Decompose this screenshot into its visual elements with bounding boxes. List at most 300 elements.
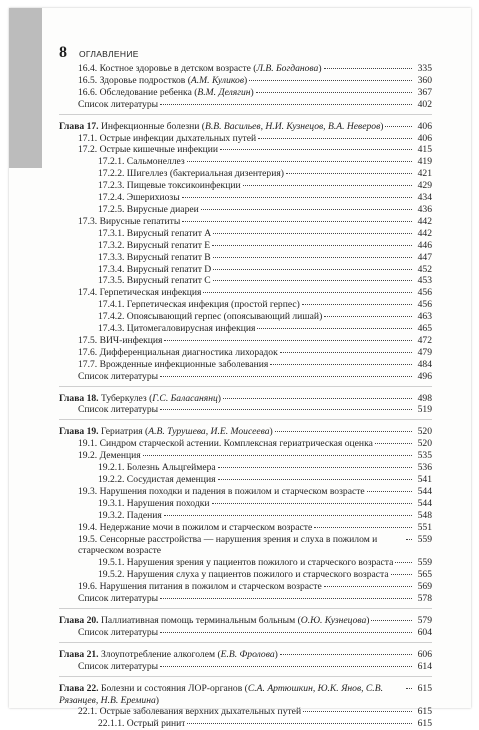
section-title: Сосудистая деменция	[126, 474, 216, 485]
toc-entry-title	[98, 204, 199, 216]
page-ref: 569	[417, 581, 432, 593]
leader-dots	[256, 92, 412, 93]
page-ref: 578	[417, 593, 432, 605]
author-names: Л.В. Богданова	[256, 63, 319, 74]
leader-dots	[302, 304, 412, 305]
section-title: Костное здоровье в детском возрасте	[99, 63, 251, 74]
section-title: Нарушения походки	[126, 497, 210, 509]
toc-entry[interactable]	[59, 627, 432, 639]
page-ref: 579	[417, 614, 432, 626]
toc-entry[interactable]	[59, 63, 432, 75]
leader-dots	[303, 711, 412, 712]
section-title: Нарушения зрения у пациентов пожилого и старческого возраста	[126, 557, 394, 569]
section-title: Нарушения походки и падения в пожилом и старческом возрасте	[99, 485, 365, 497]
page-ref: 519	[417, 404, 432, 416]
section-number: 17.1.	[78, 132, 98, 144]
toc-entry[interactable]	[59, 204, 432, 216]
section-number: 17.6.	[78, 346, 98, 358]
page-ref: 565	[417, 569, 432, 581]
section-title: Нарушения питания в пожилом и старческом возрасте	[99, 581, 322, 593]
section-title: Список литературы	[78, 404, 159, 416]
leader-dots	[164, 515, 412, 516]
section-number: 17.3.5.	[98, 275, 125, 287]
toc-entry[interactable]	[59, 438, 432, 450]
section-number: 17.2.3.	[98, 180, 125, 192]
chapter-label: Глава 21.	[59, 648, 99, 660]
page-ref: 541	[417, 474, 432, 485]
page-ref: 548	[417, 509, 432, 521]
page-ref: 559	[417, 533, 432, 545]
section-number: 19.1.	[78, 438, 98, 450]
page-ref: 536	[417, 462, 432, 474]
leader-dots	[213, 269, 412, 270]
section-number: 17.7.	[78, 358, 98, 370]
toc-entry[interactable]	[59, 275, 432, 287]
toc-entry[interactable]	[59, 706, 432, 718]
page-ref: 615	[417, 706, 432, 718]
leader-dots	[243, 185, 412, 186]
section-title: Острый ринит	[126, 718, 186, 730]
page-ref: 498	[417, 392, 432, 404]
toc-entry[interactable]	[59, 486, 432, 498]
page-ref: 415	[417, 144, 432, 156]
section-title: Болезнь Альцгеймера	[126, 462, 216, 474]
page-ref: 419	[417, 156, 432, 168]
author-names: В.М. Делягин	[197, 86, 251, 98]
section-number: 16.4.	[78, 63, 98, 74]
section-number: 17.3.2.	[98, 239, 125, 251]
leader-dots	[213, 257, 412, 258]
toc-entry[interactable]	[59, 168, 432, 180]
page-ref: 606	[417, 648, 432, 660]
section-number: 19.4.	[78, 521, 98, 533]
leader-dots	[160, 376, 412, 377]
toc-entry[interactable]	[59, 557, 432, 569]
section-title: Вирусный гепатит A	[126, 227, 212, 239]
toc-entry-title: Глава 20. Паллиативная помощь терминальным больным (О.Ю. Кузнецова)	[59, 614, 370, 626]
section-title: Острые заболевания верхних дыхательных путей	[99, 706, 302, 718]
leader-dots	[218, 467, 412, 468]
section-title: Список литературы	[78, 626, 159, 638]
section-title: Герпетическая инфекция (простой герпес)	[126, 299, 300, 311]
section-title: Вирусный гепатит B	[126, 251, 211, 263]
section-number: 16.5.	[78, 74, 98, 86]
toc-entry-title	[78, 627, 158, 639]
toc-entry[interactable]	[59, 718, 432, 730]
page-ref: 406	[417, 132, 432, 144]
toc-entry[interactable]	[59, 462, 432, 474]
toc-entry-title	[78, 335, 162, 347]
leader-dots	[218, 479, 413, 480]
toc-entry[interactable]	[59, 252, 432, 264]
section-title: Злоупотребление алкоголем	[100, 648, 216, 660]
toc-entry-title	[98, 252, 211, 264]
leader-dots	[391, 574, 412, 575]
toc-entry-title	[98, 498, 210, 510]
toc-entry[interactable]	[59, 323, 432, 335]
toc-entry[interactable]	[59, 661, 432, 673]
leader-dots	[212, 503, 413, 504]
page-ref: 442	[417, 215, 432, 227]
section-number: 19.2.2.	[98, 474, 125, 485]
section-number: 19.3.2.	[98, 509, 125, 521]
toc-entry[interactable]	[59, 99, 432, 111]
page-ref: 335	[417, 63, 432, 74]
section-number: 16.6.	[78, 86, 98, 98]
leader-dots	[160, 409, 412, 410]
section-number: 17.2.2.	[98, 168, 125, 180]
running-head: ОГЛАВЛЕНИЕ	[79, 49, 139, 59]
section-number: 17.3.4.	[98, 263, 125, 275]
page-ref: 520	[417, 438, 432, 450]
leader-dots	[160, 632, 412, 633]
section-title: Деменция	[99, 450, 141, 462]
toc-entry-title	[78, 371, 158, 383]
toc-entry[interactable]	[59, 228, 432, 240]
section-number: 19.3.	[78, 485, 98, 497]
toc-entry-title	[78, 144, 218, 156]
section-title: Вирусный гепатит D	[126, 263, 212, 275]
toc-entry-title: 16.6. Обследование ребенка (В.М. Делягин)	[78, 86, 254, 98]
toc-entry-title	[78, 438, 373, 450]
author-names: А.М. Куликов	[190, 74, 244, 86]
toc-entry-title: Глава 18. Туберкулез (Г.С. Баласанянц)	[59, 392, 221, 404]
toc-entry-title	[78, 534, 404, 558]
toc-entry[interactable]	[59, 75, 432, 87]
leader-dots	[182, 221, 412, 222]
toc-entry-title: 16.5. Здоровье подростков (А.М. Куликов)	[78, 74, 248, 86]
table-of-contents	[59, 63, 432, 730]
toc-entry-title	[98, 192, 180, 204]
toc-chapter-entry[interactable]	[59, 615, 432, 627]
page-ref: 551	[417, 521, 432, 533]
toc-entry[interactable]	[59, 335, 432, 347]
section-title: Падения	[126, 509, 162, 521]
toc-entry-title	[78, 450, 141, 462]
toc-entry-title	[98, 168, 284, 180]
section-number: 17.2.	[78, 144, 98, 156]
toc-chapter-entry[interactable]	[59, 683, 432, 707]
leader-dots	[385, 126, 412, 127]
author-names: Г.С. Баласанянц	[152, 392, 218, 404]
toc-entry[interactable]	[59, 144, 432, 156]
section-title: Паллиативная помощь терминальным больным	[100, 614, 296, 626]
leader-dots	[160, 598, 412, 599]
toc-entry-title: Глава 19. Гериатрия (А.В. Турушева, И.Е. Моисеева)	[59, 426, 273, 438]
toc-entry-title	[98, 275, 211, 287]
toc-entry[interactable]	[59, 311, 432, 323]
section-number: 19.5.	[78, 533, 98, 545]
page-ref: 367	[417, 86, 432, 98]
toc-entry-title	[78, 216, 180, 228]
section-title: Вирусный гепатит C	[126, 275, 211, 287]
section-number: 17.3.1.	[98, 227, 125, 239]
section-number: 19.5.2.	[98, 569, 125, 581]
page-ref: 434	[417, 192, 432, 204]
toc-entry[interactable]	[59, 510, 432, 522]
leader-dots	[375, 443, 412, 444]
toc-entry-title: 16.4. Костное здоровье в детском возрасте (Л.В. Богданова)	[78, 63, 322, 74]
toc-entry[interactable]	[59, 371, 432, 383]
section-number: 19.5.1.	[98, 557, 125, 569]
section-number: 22.1.1.	[98, 718, 125, 730]
toc-entry[interactable]	[59, 522, 432, 534]
leader-dots	[258, 138, 412, 139]
section-title: ВИЧ-инфекция	[99, 334, 163, 346]
page-ref: 402	[417, 98, 432, 110]
section-title: Список литературы	[78, 98, 159, 110]
section-title: Цитомегаловирусная инфекция	[126, 323, 256, 335]
author-names: Е.В. Фролова	[220, 648, 275, 660]
toc-entry-title: Глава 22. Болезни и состояния ЛОР-органов (С.А. Артюшкин, Ю.К. Янов, С.В. Рязанцев, Н.В. Еремина)	[59, 682, 383, 706]
toc-entry-title	[98, 228, 211, 240]
section-title: Острые инфекции дыхательных путей	[99, 132, 257, 144]
section-number: 17.4.3.	[98, 323, 125, 335]
leader-dots	[201, 209, 412, 210]
page-ref: 479	[417, 346, 432, 358]
toc-entry-title	[78, 593, 158, 605]
section-number: 22.1.	[78, 706, 98, 718]
leader-dots	[395, 562, 412, 563]
leader-dots	[286, 173, 412, 174]
leader-dots	[143, 455, 412, 456]
toc-entry-title	[98, 240, 210, 252]
toc-entry-title	[98, 156, 185, 168]
section-title: Пищевые токсикоинфекции	[126, 180, 241, 192]
leader-dots	[406, 539, 412, 540]
page-ref: 456	[417, 287, 432, 299]
toc-entry[interactable]	[59, 359, 432, 371]
page-ref: 472	[417, 334, 432, 346]
section-title: Болезни и состояния ЛОР-органов	[100, 682, 243, 694]
toc-entry-title	[98, 180, 241, 192]
leader-dots	[212, 245, 412, 246]
chapter-label: Глава 18.	[59, 392, 99, 404]
toc-entry-title	[98, 311, 322, 323]
toc-entry-title	[98, 569, 389, 581]
toc-chapter-entry[interactable]	[59, 426, 432, 438]
leader-dots	[220, 149, 412, 150]
leader-dots	[160, 104, 412, 105]
leader-dots	[164, 340, 412, 341]
page-ref: 436	[417, 203, 432, 215]
section-number: 17.2.1.	[98, 156, 125, 168]
page-ref: 442	[417, 227, 432, 239]
page-ref: 614	[417, 660, 432, 672]
section-number: 17.2.5.	[98, 203, 125, 215]
leader-dots	[182, 197, 412, 198]
toc-entry[interactable]	[59, 240, 432, 252]
toc-entry-title	[78, 661, 158, 673]
toc-entry[interactable]	[59, 264, 432, 276]
toc-chapter-entry[interactable]	[59, 121, 432, 133]
toc-entry[interactable]	[59, 87, 432, 99]
toc-entry-title	[98, 299, 300, 311]
page-ref: 447	[417, 251, 432, 263]
toc-entry-title	[98, 323, 255, 335]
section-title: Инфекционные болезни	[100, 120, 200, 132]
page-ref: 615	[417, 718, 432, 730]
toc-entry[interactable]	[59, 216, 432, 228]
section-title: Обследование ребенка	[99, 86, 192, 98]
section-title: Недержание мочи в пожилом и старческом возрасте	[99, 521, 313, 533]
toc-entry-title	[78, 99, 158, 111]
toc-entry-title	[78, 287, 201, 299]
chapter-divider	[59, 608, 432, 609]
toc-entry[interactable]	[59, 299, 432, 311]
page-ref: 520	[417, 426, 432, 438]
leader-dots	[187, 161, 412, 162]
toc-entry[interactable]	[59, 581, 432, 593]
section-number: 17.3.	[78, 215, 98, 227]
section-title: Синдром старческой астении. Комплексная гериатрическая оценка	[99, 438, 373, 450]
toc-entry[interactable]	[59, 133, 432, 145]
toc-chapter-entry[interactable]	[59, 649, 432, 661]
chapter-label: Глава 22.	[59, 682, 99, 694]
page-ref: 429	[417, 180, 432, 192]
section-title: Вирусные диареи	[126, 203, 199, 215]
page-ref: 463	[417, 311, 432, 323]
author-names: А.В. Турушева, И.Е. Моисеева	[148, 426, 270, 438]
toc-entry-title	[78, 486, 365, 498]
page-ref: 465	[417, 323, 432, 335]
section-number: 17.3.3.	[98, 251, 125, 263]
chapter-divider	[59, 419, 432, 420]
toc-entry[interactable]	[59, 534, 432, 558]
section-number: 17.4.1.	[98, 299, 125, 311]
leader-dots	[275, 431, 412, 432]
page-ref: 453	[417, 275, 432, 287]
section-number: 17.5.	[78, 334, 98, 346]
section-title: Здоровье подростков	[99, 74, 186, 86]
leader-dots	[213, 280, 412, 281]
toc-entry-title	[78, 359, 268, 371]
leader-dots	[257, 328, 412, 329]
page-ref: 484	[417, 358, 432, 370]
leader-dots	[160, 666, 412, 667]
section-number: 17.4.2.	[98, 311, 125, 323]
section-title: Врожденные инфекционные заболевания	[99, 358, 269, 370]
leader-dots	[187, 723, 412, 724]
page-ref: 452	[417, 263, 432, 275]
leader-dots	[270, 364, 412, 365]
toc-entry-title	[98, 462, 216, 474]
leader-dots	[280, 352, 412, 353]
author-names: В.В. Васильев, Н.И. Кузнецов, В.А. Неверов	[204, 120, 381, 132]
section-number: 19.3.1.	[98, 497, 125, 509]
toc-entry[interactable]	[59, 498, 432, 510]
leader-dots	[324, 316, 412, 317]
toc-entry-title	[98, 264, 211, 276]
leader-dots	[203, 292, 412, 293]
toc-entry[interactable]	[59, 593, 432, 605]
leader-dots	[371, 620, 412, 621]
section-title: Туберкулез	[100, 392, 147, 404]
chapter-label: Глава 17.	[59, 120, 99, 132]
page-ref: 456	[417, 299, 432, 311]
toc-entry[interactable]	[59, 347, 432, 359]
leader-dots	[367, 491, 412, 492]
chapter-divider	[59, 114, 432, 115]
toc-entry[interactable]	[59, 569, 432, 581]
toc-entry[interactable]	[59, 450, 432, 462]
page-ref: 496	[417, 370, 432, 382]
page-ref: 604	[417, 626, 432, 638]
leader-dots	[213, 233, 412, 234]
section-title: Эшерихиозы	[126, 192, 180, 204]
page-ref: 615	[417, 682, 432, 694]
page-ref: 446	[417, 239, 432, 251]
section-number: 17.4.	[78, 287, 98, 299]
leader-dots	[280, 654, 412, 655]
section-title: Острые кишечные инфекции	[99, 144, 219, 156]
section-title: Опоясывающий герпес (опоясывающий лишай)	[126, 311, 323, 323]
section-title: Нарушения слуха у пациентов пожилого и старческого возраста	[126, 569, 389, 581]
section-title: Гериатрия	[100, 426, 143, 438]
leader-dots	[223, 398, 412, 399]
leader-dots	[249, 80, 412, 81]
page-ref: 406	[417, 120, 432, 132]
section-title: Шигеллез (бактериальная дизентерия)	[126, 168, 284, 180]
page-number: 8	[59, 44, 67, 61]
chapter-divider	[59, 676, 432, 677]
section-title: Список литературы	[78, 660, 159, 672]
toc-entry-title	[98, 474, 216, 486]
chapter-label: Глава 19.	[59, 426, 99, 438]
toc-entry-title	[98, 510, 162, 522]
section-title: Герпетическая инфекция	[99, 287, 202, 299]
section-title: Вирусные гепатиты	[99, 215, 181, 227]
section-number: 17.2.4.	[98, 192, 125, 204]
section-number: 19.2.1.	[98, 462, 125, 474]
page-ref: 559	[417, 557, 432, 569]
toc-entry[interactable]	[59, 156, 432, 168]
toc-entry-title	[78, 133, 256, 145]
toc-entry[interactable]	[59, 180, 432, 192]
page-ref: 544	[417, 497, 432, 509]
page-ref: 421	[417, 168, 432, 180]
toc-entry[interactable]	[59, 192, 432, 204]
section-title: Вирусный гепатит E	[126, 239, 211, 251]
author-names: С.А. Артюшкин, Ю.К. Янов, С.В. Рязанцев, Н.В. Еремина	[59, 682, 383, 706]
author-names: О.Ю. Кузнецова	[300, 614, 367, 626]
toc-entry[interactable]	[59, 474, 432, 486]
leader-dots	[406, 688, 412, 689]
page-ref: 544	[417, 485, 432, 497]
toc-entry-title	[78, 581, 322, 593]
section-title: Список литературы	[78, 370, 159, 382]
toc-entry[interactable]	[59, 287, 432, 299]
leader-dots	[324, 68, 412, 69]
chapter-divider	[59, 386, 432, 387]
section-number: 19.6.	[78, 581, 98, 593]
chapter-label: Глава 20.	[59, 614, 99, 626]
page-ref: 360	[417, 74, 432, 86]
chapter-divider	[59, 642, 432, 643]
section-number: 19.2.	[78, 450, 98, 462]
toc-entry-title	[78, 404, 158, 416]
toc-entry-title	[78, 347, 278, 359]
toc-entry[interactable]	[59, 404, 432, 416]
toc-entry-title	[98, 557, 393, 569]
leader-dots	[314, 527, 412, 528]
toc-entry-title: Глава 21. Злоупотребление алкоголем (Е.В. Фролова)	[59, 648, 278, 660]
page-ref: 535	[417, 450, 432, 462]
toc-entry-title	[78, 522, 312, 534]
toc-entry-title: Глава 17. Инфекционные болезни (В.В. Васильев, Н.И. Кузнецов, В.А. Неверов)	[59, 120, 384, 132]
page-edge-tab	[9, 8, 42, 168]
toc-chapter-entry[interactable]	[59, 393, 432, 405]
